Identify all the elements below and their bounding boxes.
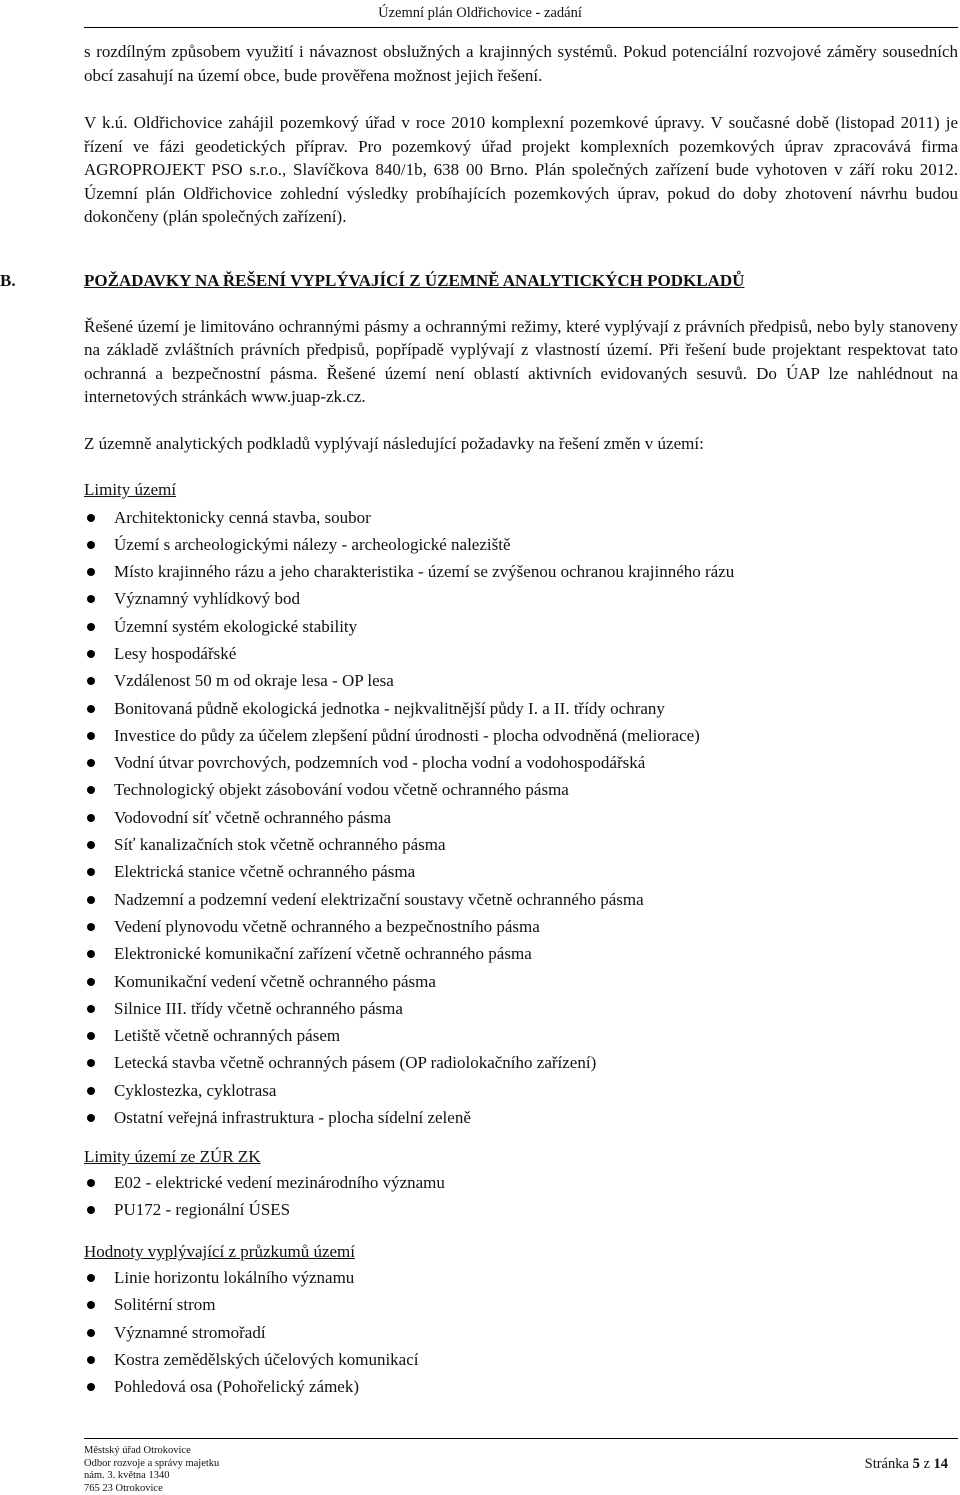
hodnoty-heading: Hodnoty vyplývající z průzkumů území bbox=[84, 1242, 355, 1262]
bullet-icon bbox=[87, 950, 95, 958]
section-b-letter: B. bbox=[0, 270, 16, 290]
limity-zur-list bbox=[84, 1169, 958, 1224]
page-content bbox=[0, 40, 958, 1400]
total-pages: 14 bbox=[933, 1456, 948, 1472]
footer-office-line: Odbor rozvoje a správy majetku bbox=[84, 1457, 220, 1469]
header-divider bbox=[84, 27, 958, 28]
list-item: Vodovodní síť včetně ochranného pásma bbox=[84, 804, 958, 831]
bullet-icon bbox=[87, 841, 95, 849]
list-item: Elektrická stanice včetně ochranného pásma bbox=[84, 858, 958, 885]
bullet-icon bbox=[87, 1114, 95, 1122]
list-item: Lesy hospodářské bbox=[84, 640, 958, 667]
list-item: Cyklostezka, cyklotrasa bbox=[84, 1077, 958, 1104]
list-item: Linie horizontu lokálního významu bbox=[84, 1264, 958, 1291]
footer-office-line: nám. 3. května 1340 bbox=[84, 1470, 170, 1482]
footer-office-line: Městský úřad Otrokovice bbox=[84, 1445, 191, 1456]
list-item: Elektronické komunikační zařízení včetně ochranného pásma bbox=[84, 940, 958, 967]
intro-paragraph-1: s rozdílným způsobem využití i návaznost obslužných a krajinných systémů. Pokud potenciální rozvojové záměry sousedních obcí zasahují na území obce, bude prověřena možnost jejich řešení. bbox=[84, 42, 958, 85]
footer-office-address bbox=[84, 1445, 219, 1495]
page-number-indicator bbox=[865, 1455, 948, 1473]
list-item: Letecká stavba včetně ochranných pásem (OP radiolokačního zařízení) bbox=[84, 1049, 958, 1076]
bullet-icon bbox=[87, 623, 95, 631]
list-item: Solitérní strom bbox=[84, 1291, 958, 1318]
list-item: Kostra zemědělských účelových komunikací bbox=[84, 1346, 958, 1373]
list-item: Území s archeologickými nálezy - archeologické naleziště bbox=[84, 531, 958, 558]
bullet-icon bbox=[87, 595, 95, 603]
bullet-icon bbox=[87, 1383, 95, 1391]
bullet-icon bbox=[87, 1274, 95, 1282]
intro-paragraph-2: V k.ú. Oldřichovice zahájil pozemkový úřad v roce 2010 komplexní pozemkové úpravy. V současné době (listopad 2011) je řízení ve fázi geodetických příprav. Pro pozemkový úřad projekt komplexních pozemkových úprav zpracovává firma AGROPROJEKT PSO s.r.o., Slavíčkova 840/1b, 638 00 Brno. Plán společných zařízení bude vyhotoven v září roku 2012. Územní plán Oldřichovice zohlední výsledky probíhajících pozemkových úprav, pokud do doby zhotovení návrhu budou dokončeny (plán společných zařízení). bbox=[84, 113, 958, 226]
list-item: Územní systém ekologické stability bbox=[84, 613, 958, 640]
bullet-icon bbox=[87, 1032, 95, 1040]
limity-heading: Limity území bbox=[84, 480, 177, 499]
bullet-icon bbox=[87, 978, 95, 986]
page-of-label: z bbox=[923, 1456, 930, 1472]
list-item: Komunikační vedení včetně ochranného pásma bbox=[84, 968, 958, 995]
bullet-icon bbox=[87, 1059, 95, 1067]
footer-office-line: 765 23 Otrokovice bbox=[84, 1482, 163, 1494]
bullet-icon bbox=[87, 1005, 95, 1013]
limity-list bbox=[84, 504, 958, 1132]
section-b-paragraph-1: Řešené území je limitováno ochrannými pásmy a ochrannými režimy, které vyplývají z právních předpisů, nebo byly stanoveny na základě zvláštních právních předpisů, popřípadě vyplývají z vlastností území. Při řešení bude projektant respektovat tato ochranná a bezpečnostní pásma. Řešené území není oblastí aktivních evidovaných sesuvů. Do ÚAP lze nahlédnout na internetových stránkách www.juap-zk.cz. bbox=[84, 316, 958, 406]
list-item: Místo krajinného rázu a jeho charakteristika - území se zvýšenou ochranou krajinného rázu bbox=[84, 558, 958, 585]
bullet-icon bbox=[87, 1301, 95, 1309]
bullet-icon bbox=[87, 759, 95, 767]
limity-zur-heading: Limity území ze ZÚR ZK bbox=[84, 1147, 261, 1167]
list-item: Vzdálenost 50 m od okraje lesa - OP lesa bbox=[84, 667, 958, 694]
bullet-icon bbox=[87, 568, 95, 576]
bullet-icon bbox=[87, 705, 95, 713]
list-item: Architektonicky cenná stavba, soubor bbox=[84, 504, 958, 531]
bullet-icon bbox=[87, 896, 95, 904]
bullet-icon bbox=[87, 732, 95, 740]
bullet-icon bbox=[87, 1206, 95, 1214]
list-item: Bonitovaná půdně ekologická jednotka - nejkvalitnější půdy I. a II. třídy ochrany bbox=[84, 695, 958, 722]
bullet-icon bbox=[87, 541, 95, 549]
bullet-icon bbox=[87, 1356, 95, 1364]
section-b-heading bbox=[0, 269, 958, 292]
bullet-icon bbox=[87, 786, 95, 794]
list-item: Pohledová osa (Pohořelický zámek) bbox=[84, 1373, 958, 1400]
bullet-icon bbox=[87, 1179, 95, 1187]
bullet-icon bbox=[87, 1087, 95, 1095]
list-item: Významný vyhlídkový bod bbox=[84, 585, 958, 612]
hodnoty-list bbox=[84, 1264, 958, 1400]
bullet-icon bbox=[87, 923, 95, 931]
list-item: Vodní útvar povrchových, podzemních vod - plocha vodní a vodohospodářská bbox=[84, 749, 958, 776]
list-item: E02 - elektrické vedení mezinárodního významu bbox=[84, 1169, 958, 1196]
list-item: Technologický objekt zásobování vodou včetně ochranného pásma bbox=[84, 776, 958, 803]
bullet-icon bbox=[87, 814, 95, 822]
bullet-icon bbox=[87, 1329, 95, 1337]
list-item: Vedení plynovodu včetně ochranného a bezpečnostního pásma bbox=[84, 913, 958, 940]
section-b-paragraph-2: Z územně analytických podkladů vyplývají následující požadavky na řešení změn v území: bbox=[84, 433, 704, 453]
list-item: Silnice III. třídy včetně ochranného pásma bbox=[84, 995, 958, 1022]
list-item: Ostatní veřejná infrastruktura - plocha sídelní zeleně bbox=[84, 1104, 958, 1131]
list-item: Investice do půdy za účelem zlepšení půdní úrodnosti - plocha odvodněná (meliorace) bbox=[84, 722, 958, 749]
list-item: Významné stromořadí bbox=[84, 1319, 958, 1346]
running-header-title: Územní plán Oldřichovice - zadání bbox=[378, 5, 582, 21]
list-item: Letiště včetně ochranných pásem bbox=[84, 1022, 958, 1049]
list-item: Síť kanalizačních stok včetně ochranného pásma bbox=[84, 831, 958, 858]
page-label: Stránka bbox=[864, 1456, 909, 1472]
list-item: Nadzemní a podzemní vedení elektrizační soustavy včetně ochranného pásma bbox=[84, 886, 958, 913]
section-b-title: POŽADAVKY NA ŘEŠENÍ VYPLÝVAJÍCÍ Z ÚZEMNĚ ANALYTICKÝCH PODKLADŮ bbox=[84, 270, 745, 290]
bullet-icon bbox=[87, 677, 95, 685]
bullet-icon bbox=[87, 650, 95, 658]
bullet-icon bbox=[87, 514, 95, 522]
footer-divider bbox=[84, 1438, 958, 1439]
list-item: PU172 - regionální ÚSES bbox=[84, 1196, 958, 1223]
bullet-icon bbox=[87, 868, 95, 876]
current-page-number: 5 bbox=[912, 1456, 920, 1472]
